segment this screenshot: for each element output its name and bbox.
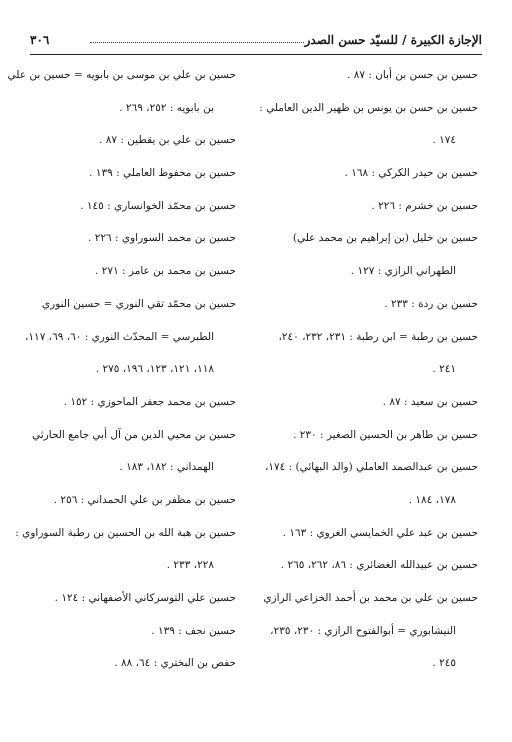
page-number: ٣٠٦ xyxy=(30,33,50,47)
index-entry: حسين بن هبة الله بن الحسين بن رطبة السوراوي : xyxy=(15,526,236,539)
index-entry: حسين بن خليل (بن إبراهيم بن محمد علي) xyxy=(292,232,478,245)
index-entry-continuation: الطبرسي = المحدّث النوري : ٦٠، ٦٩، ١١٧، xyxy=(25,330,214,343)
index-entry: حسين بن حسن بن يونس بن ظهير الدين العاملي : xyxy=(259,101,478,114)
index-entry-continuation: ١٧٤ . xyxy=(432,134,456,147)
index-entry-continuation: ٢٢٨، ٢٣٣ . xyxy=(166,559,214,572)
index-entry: حسين بن ردة : ٢٣٣ . xyxy=(384,297,478,310)
index-column-left xyxy=(7,68,236,689)
index-entry: حسين بن علي بن يقطين : ٨٧ . xyxy=(99,134,236,147)
index-entry: حسين بن محمد جعفر الماحوزي : ١٥٢ . xyxy=(63,395,236,408)
index-entry-continuation: ١٧٨، ١٨٤ . xyxy=(408,493,456,506)
index-entry-continuation: ٢٤١ . xyxy=(432,363,456,376)
index-entry: حسين بن عبيدالله الغضائري : ٨٦، ٢٦٢، ٢٦٥ . xyxy=(280,559,478,572)
index-entry: حسين بن حيدر الكركي : ١٦٨ . xyxy=(344,167,478,180)
index-entry-continuation: ٢٤٥ . xyxy=(432,657,456,670)
index-entry: حسين بن حسن بن أبان : ٨٧ . xyxy=(347,69,478,81)
index-entry: حسين علي التوسركاني الأصفهاني : ١٢٤ . xyxy=(54,592,236,604)
index-entry: حسين بن عبد علي الخمايسي الغروي : ١٦٣ . xyxy=(282,526,478,539)
index-entry: حسين بن علي بن موسى بن بابويه = حسين بن علي xyxy=(7,69,236,81)
index-entry: حسين بن مظفر بن علي الحمداني : ٢٥٦ . xyxy=(53,493,236,506)
header-rule xyxy=(30,54,482,55)
index-entry: حسين بن سعيد : ٨٧ . xyxy=(382,395,478,408)
index-entry-continuation: ١١٨، ١٢١، ١٢٣، ١٩٦، ٢٧٥ . xyxy=(95,363,214,376)
running-title: الإجازة الكبيرة / للسيّد حسن الصدر xyxy=(304,33,482,47)
index-entry-continuation: بن بابويه : ٢٥٢، ٢٦٩ . xyxy=(119,101,214,114)
index-entry-continuation: الهمداني : ١٨٢، ١٨٣ . xyxy=(119,461,214,474)
index-entry-continuation: الطهراني الرازي : ١٢٧ . xyxy=(350,265,456,278)
index-entry: حسين بن عبدالصمد العاملي (والد البهائي) : ١٧٤، xyxy=(264,461,478,474)
page-header xyxy=(30,33,482,55)
header-dot-leader xyxy=(90,42,304,43)
index-entry: حسين بن محمّد تقي النوري = حسين النوري xyxy=(41,297,236,310)
index-entry: حسين بن رطبة = ابن رطبة : ٢٣١، ٢٣٢، ٢٤٠، xyxy=(278,330,478,343)
index-entry: حسين بن محمد بن عامر : ٢٧١ . xyxy=(95,265,236,278)
index-entry: حسين بن طاهر بن الحسين الصغير : ٢٣٠ . xyxy=(293,428,478,441)
index-entry: حسين بن محمد السوراوي : ٢٢٦ . xyxy=(88,232,236,245)
index-entry-continuation: النيشابوري = أبوالفتوح الرازي : ٢٣٠، ٢٣٥، xyxy=(270,624,456,637)
index-entry: حسين بن علي بن محمد بن أحمد الخزاعي الرازي xyxy=(263,592,478,604)
index-entry: حسين بن محيي الدين من آل أبي جامع الحارثي xyxy=(32,428,236,441)
index-entry: حسين بن خشرم : ٢٢٦ . xyxy=(371,199,478,212)
index-column-right xyxy=(259,68,478,689)
index-entry: حسين بن محمّد الخوانساري : ١٤٥ . xyxy=(80,199,236,212)
index-entry: حسين بن محفوظ العاملي : ١٣٩ . xyxy=(89,167,236,180)
index-entry: حسين نجف : ١٣٩ . xyxy=(151,624,236,637)
index-entry: حفص بن البختري : ٦٤، ٨٨ . xyxy=(114,657,236,670)
